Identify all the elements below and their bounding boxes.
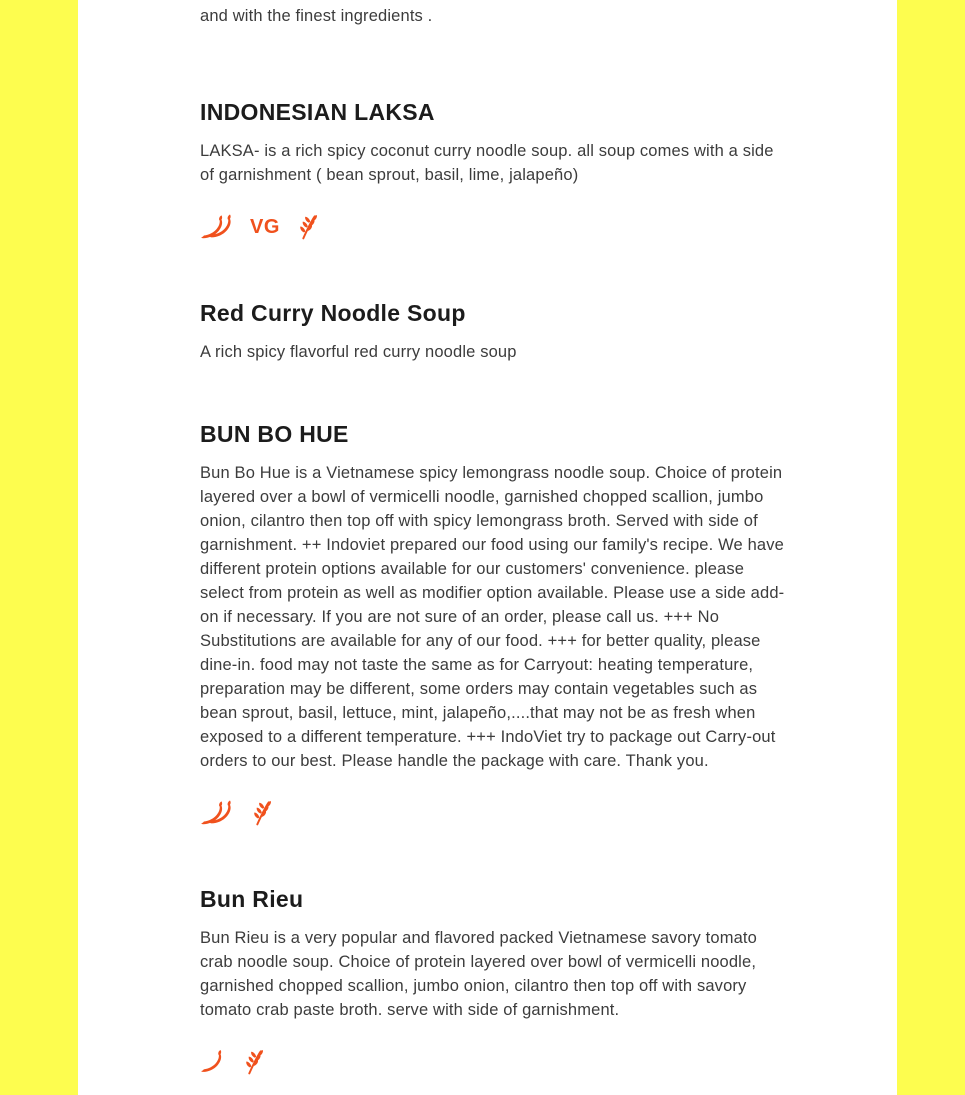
dietary-icon-row — [200, 1046, 790, 1078]
left-accent-bar — [0, 0, 78, 1095]
gluten-icon — [296, 213, 322, 241]
chili-icon — [200, 1049, 226, 1075]
dietary-icon-row — [200, 797, 790, 829]
double-chili-icon — [200, 799, 234, 827]
menu-item-indonesian-laksa — [200, 98, 790, 243]
menu-item-name: BUN BO HUE — [200, 421, 349, 447]
menu-item-red-curry-noodle-soup — [200, 299, 790, 364]
right-accent-bar — [897, 0, 965, 1095]
vg-badge: VG — [250, 216, 280, 238]
menu-item-description: Bun Bo Hue is a Vietnamese spicy lemongrass noodle soup. Choice of protein layered over a bowl of vermicelli noodle, garnished chopped scallion, jumbo onion, cilantro then top off with spicy lemongrass broth. Served with side of garnishment. ++ Indoviet prepared our food using our family's recipe. We have different protein options available for our customers' convenience. please select from protein as well as modifier option available. Please use a side add-on if necessary. If you are not sure of an order, please call us. +++ No Substitutions are available for any of our food. +++ for better quality, please dine-in. food may not taste the same as for Carryout: heating temperature, preparation may be different, some orders may contain vegetables such as bean sprout, basil, lettuce, mint, jalapeño,....that may not be as fresh when exposed to a different temperature. +++ IndoViet try to package out Carry-out orders to our best. Please handle the package with care. Thank you. — [200, 464, 785, 770]
menu-item-description: LAKSA- is a rich spicy coconut curry noodle soup. all soup comes with a side of garnishment ( bean sprout, basil, lime, jalapeño) — [200, 142, 774, 184]
intro-partial-text: and with the finest ingredients . — [200, 7, 433, 25]
menu-item-bun-bo-hue — [200, 420, 790, 829]
menu-item-description: Bun Rieu is a very popular and flavored packed Vietnamese savory tomato crab noodle soup. Choice of protein layered over bowl of vermicelli noodle, garnished chopped scallion, jumbo onion, cilantro then top off with savory tomato crab paste broth. serve with side of garnishment. — [200, 929, 757, 1019]
menu-item-bun-rieu — [200, 885, 790, 1078]
dietary-icon-row — [200, 211, 790, 243]
menu-item-name: Red Curry Noodle Soup — [200, 300, 466, 326]
menu-item-description: A rich spicy flavorful red curry noodle soup — [200, 343, 517, 361]
gluten-icon — [250, 799, 276, 827]
menu-item-name: INDONESIAN LAKSA — [200, 99, 435, 125]
menu-item-name: Bun Rieu — [200, 886, 304, 912]
gluten-icon — [242, 1048, 268, 1076]
double-chili-icon — [200, 213, 234, 241]
menu-content — [78, 0, 897, 1095]
